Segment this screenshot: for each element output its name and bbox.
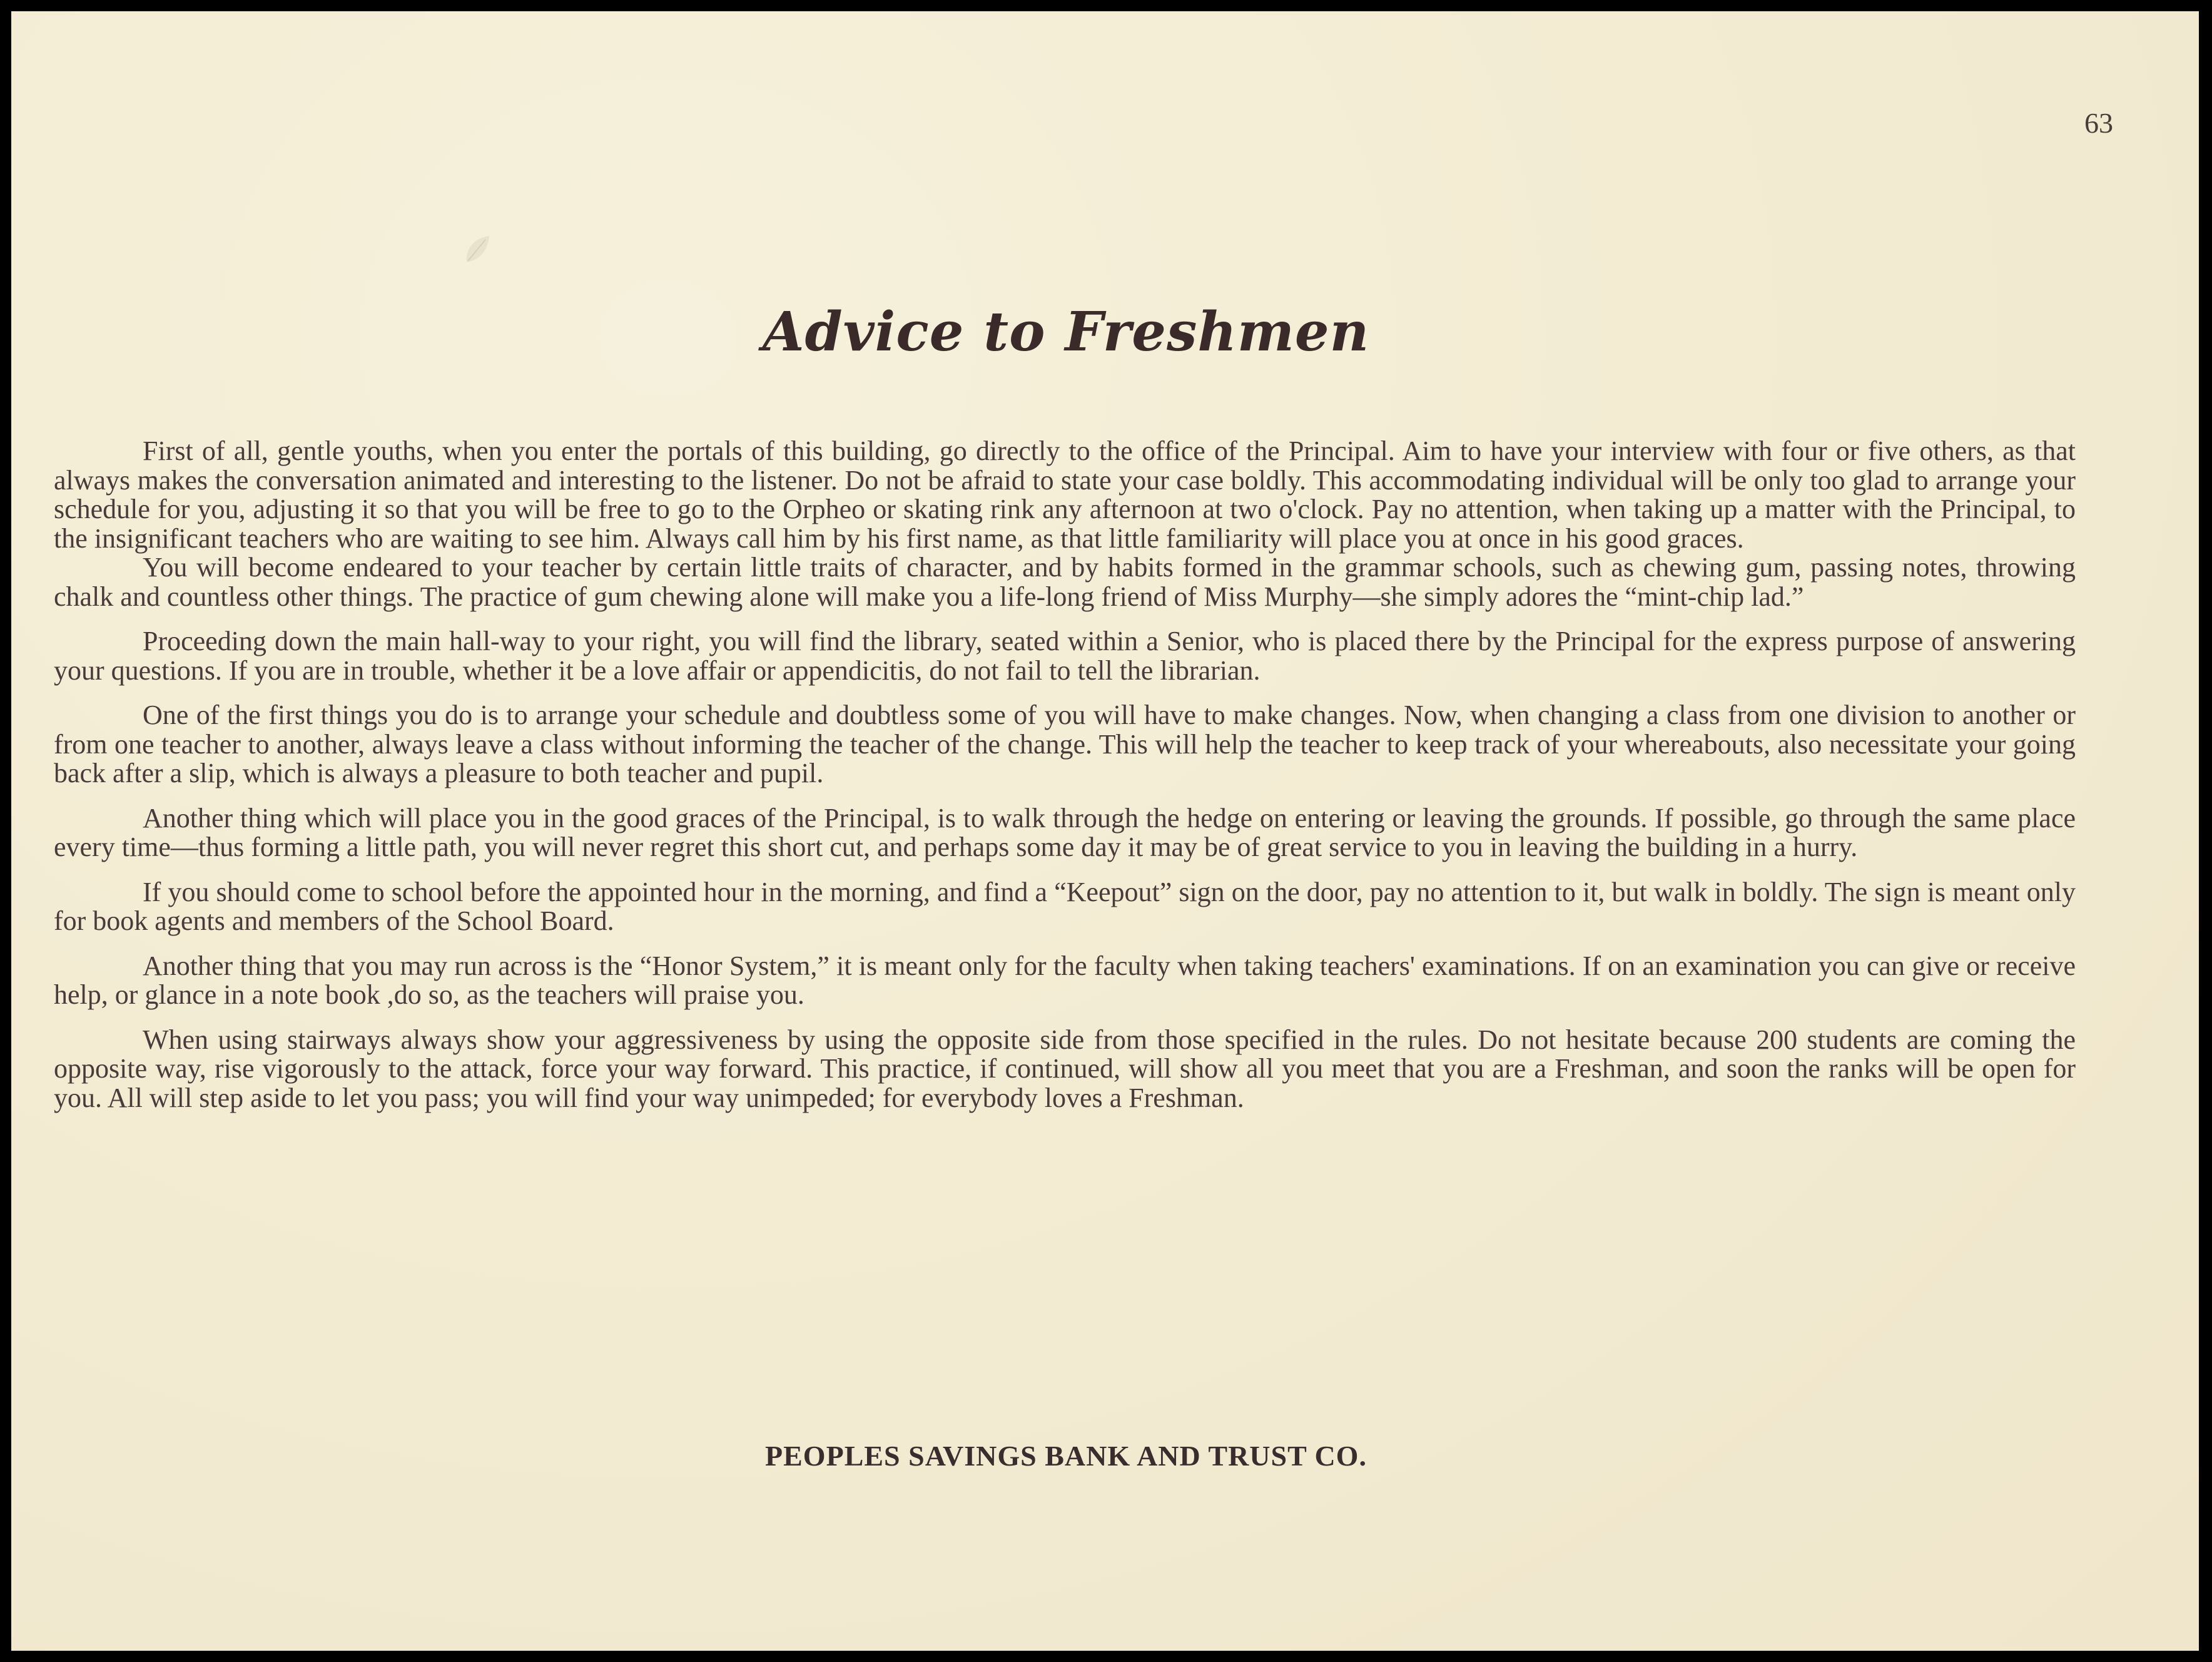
article-body bbox=[54, 437, 2076, 1113]
paragraph-8: When using stairways always show your aggressiveness by using the opposite side from those specified in the rules. Do not hesitate because 200 students are coming the opposite way, rise vigorously to the attack, force your way forward. This practice, if continued, will show all you meet that you are a Freshman, and soon the ranks will be open for you. All will step aside to let you pass; you will find your way unimpeded; for everybody loves a Freshman. bbox=[54, 1024, 2076, 1113]
paragraph-2: You will become endeared to your teacher by certain little traits of character, and by habits formed in the grammar schools, such as chewing gum, passing notes, throwing chalk and countless other things. The practice of gum chewing alone will make you a life-long friend of Miss Murphy—she simply adores the “mint-chip lad.” bbox=[54, 552, 2076, 612]
leaf-stamp-icon bbox=[463, 233, 492, 266]
page-number: 63 bbox=[2084, 107, 2113, 139]
paragraph-6: If you should come to school before the appointed hour in the morning, and find a “Keepout” sign on the door, pay no attention to it, but walk in boldly. The sign is meant only for book agents and members of the School Board. bbox=[54, 876, 2076, 936]
paragraph-4: One of the first things you do is to arrange your schedule and doubtless some of you will have to make changes. Now, when changing a class from one division to another or from one teacher to another, always leave a class without informing the teacher of the change. This will help the teacher to keep track of your whereabouts, also necessitate your going back after a slip, which is always a pleasure to both teacher and pupil. bbox=[54, 700, 2076, 788]
paragraph-5: Another thing which will place you in the good graces of the Principal, is to walk through the hedge on entering or leaving the grounds. If possible, go through the same place every time—thus forming a little path, you will never regret this short cut, and perhaps some day it may be of great service to you in leaving the building in a hurry. bbox=[54, 802, 2076, 862]
paragraph-7: Another thing that you may run across is the “Honor System,” it is meant only for the faculty when taking teachers' examinations. If on an examination you can give or receive help, or glance in a note book ,do so, as the teachers will praise you. bbox=[54, 950, 2076, 1010]
document-page bbox=[11, 11, 2199, 1651]
paragraph-1: First of all, gentle youths, when you enter the portals of this building, go directly to the office of the Principal. Aim to have your interview with four or five others, as that always makes the conversation animated and interesting to the listener. Do not be afraid to state your case boldly. This accommodating individual will be only too glad to arrange your schedule for you, adjusting it so that you will be free to go to the Orpheo or skating rink any afternoon at two o'clock. Pay no attention, when taking up a matter with the Principal, to the insignificant teachers who are waiting to see him. Always call him by his first name, as that little familiarity will place you at once in his good graces. bbox=[54, 436, 2076, 554]
paragraph-3: Proceeding down the main hall-way to your right, you will find the library, seated within a Senior, who is placed there by the Principal for the express purpose of answering your questions. If you are in trouble, whether it be a love affair or appendicitis, do not fail to tell the librarian. bbox=[54, 626, 2076, 686]
page-title: Advice to Freshmen bbox=[762, 300, 1370, 364]
advertiser-footer: PEOPLES SAVINGS BANK AND TRUST CO. bbox=[765, 1440, 1367, 1472]
